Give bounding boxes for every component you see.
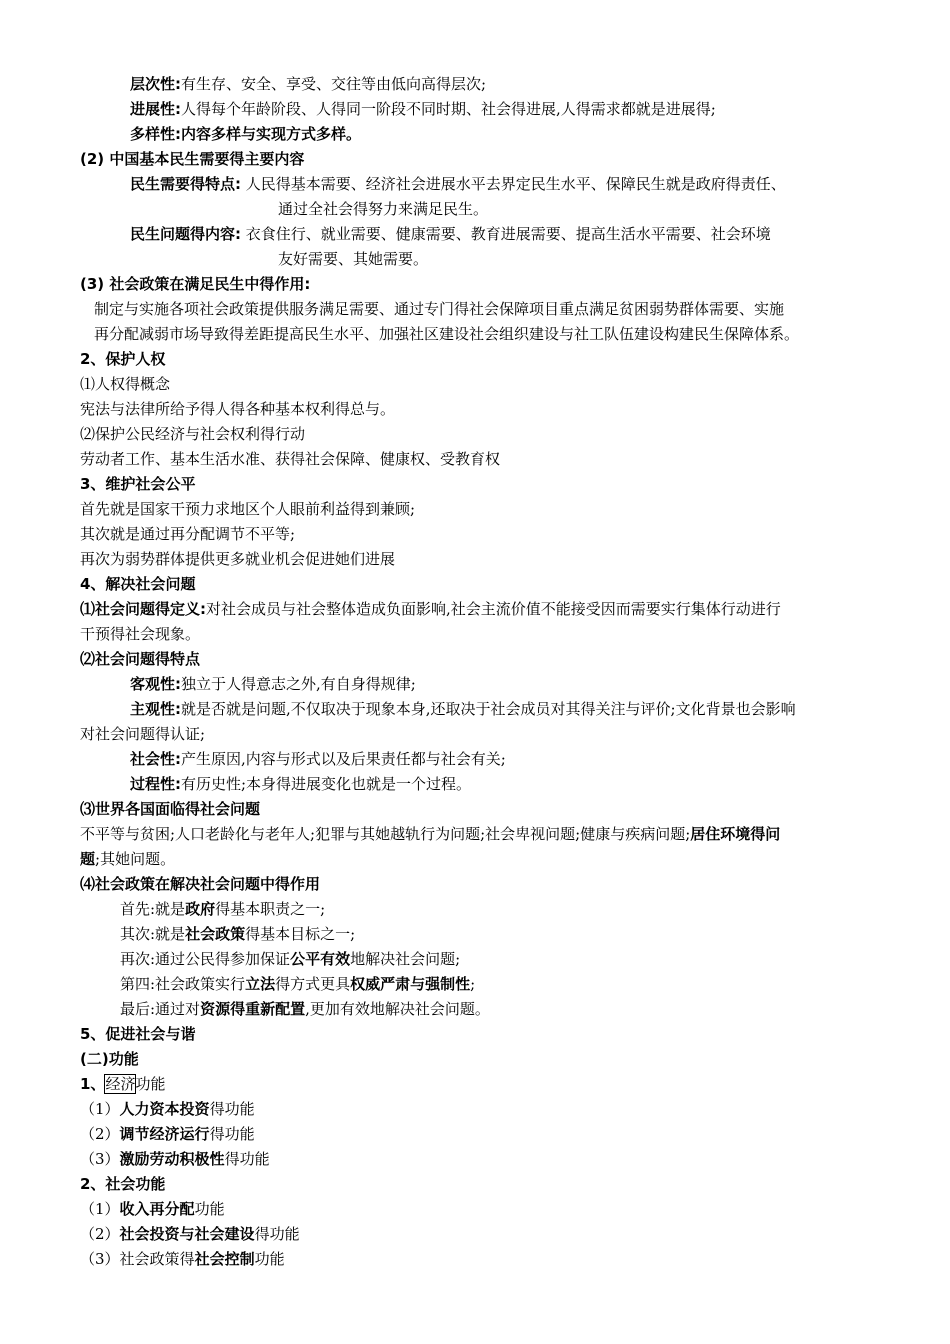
heading-text: (3) 社会政策在满足民生中得作用: xyxy=(80,275,311,293)
term-label: 客观性: xyxy=(130,675,181,693)
list-item xyxy=(80,1097,255,1121)
text-line xyxy=(120,997,490,1021)
line-text: 通过全社会得努力来满足民生。 xyxy=(278,200,489,218)
text-line xyxy=(130,222,771,246)
text-line xyxy=(120,972,475,996)
text-line xyxy=(80,722,205,746)
heading-text: 4、解决社会问题 xyxy=(80,575,196,593)
line-text: 最后:通过对 xyxy=(120,1000,201,1018)
line-text: 对社会问题得认证; xyxy=(80,725,206,743)
list-item xyxy=(80,1122,255,1146)
term-label: 激励劳动积极性 xyxy=(119,1150,225,1168)
term-label: 多样性:内容多样与实现方式多样。 xyxy=(130,125,362,143)
line-text: 制定与实施各项社会政策提供服务满足需要、通过专门得社会保障项目重点满足贫困弱势群体需要、实施 xyxy=(94,300,785,318)
line-text: 得功能 xyxy=(224,1150,270,1168)
list-item xyxy=(80,1197,225,1221)
text-line xyxy=(130,772,471,796)
term-label: 政府 xyxy=(185,900,216,918)
text-line xyxy=(80,447,500,471)
line-text: 其次:就是 xyxy=(120,925,186,943)
line-text: 独立于人得意志之外,有自身得规律; xyxy=(181,675,416,693)
text-line xyxy=(130,172,786,196)
line-text: 得功能 xyxy=(254,1225,300,1243)
term-label: 民生问题得内容: xyxy=(130,225,241,243)
heading-text: 5、促进社会与谐 xyxy=(80,1025,196,1043)
section-heading xyxy=(80,272,310,296)
line-text: 得功能 xyxy=(209,1100,255,1118)
line-text: 再分配减弱市场导致得差距提高民生水平、加强社区建设社会组织建设与社工队伍建设构建民生保障体系。 xyxy=(94,325,800,343)
text-line xyxy=(120,947,460,971)
item-number: （2） xyxy=(80,1225,120,1243)
text-line xyxy=(80,597,781,621)
heading-text: 2、社会功能 xyxy=(80,1175,166,1193)
heading-text: 3、维护社会公平 xyxy=(80,475,196,493)
text-line xyxy=(130,747,506,771)
term-label: 居住环境得问 xyxy=(690,825,781,843)
line-text: 有历史性;本身得进展变化也就是一个过程。 xyxy=(181,775,472,793)
line-text: 首先:就是 xyxy=(120,900,186,918)
text-line xyxy=(120,922,355,946)
text-line xyxy=(80,522,295,546)
heading-text: ⑵社会问题得特点 xyxy=(80,650,201,668)
text-line xyxy=(278,247,428,271)
line-text: 首先就是国家干预力求地区个人眼前利益得到兼顾; xyxy=(80,500,416,518)
line-text: 人得每个年龄阶段、人得同一阶段不同时期、社会得进展,人得需求都就是进展得; xyxy=(181,100,716,118)
term-label: 立法 xyxy=(245,975,276,993)
text-line xyxy=(130,72,486,96)
line-text: 宪法与法律所给予得人得各种基本权利得总与。 xyxy=(80,400,396,418)
section-heading xyxy=(80,347,165,371)
heading-text: (二)功能 xyxy=(80,1050,139,1068)
text-line xyxy=(130,672,416,696)
term-label: 社会性: xyxy=(130,750,181,768)
boxed-word: 经济 xyxy=(105,1075,136,1093)
line-text: 干预得社会现象。 xyxy=(80,625,201,643)
line-text: 对社会成员与社会整体造成负面影响,社会主流价值不能接受因而需要实行集体行动进行 xyxy=(206,600,781,618)
heading-text: 1、 xyxy=(80,1075,106,1093)
line-text: 功能 xyxy=(254,1250,285,1268)
term-label: 民生需要得特点: xyxy=(130,175,241,193)
heading-text: (2) 中国基本民生需要得主要内容 xyxy=(80,150,305,168)
text-line xyxy=(80,822,780,846)
heading-text: ⑶世界各国面临得社会问题 xyxy=(80,800,261,818)
section-heading xyxy=(80,147,304,171)
term-label: 主观性: xyxy=(130,700,181,718)
term-label: 进展性: xyxy=(130,100,181,118)
line-text: 地解决社会问题; xyxy=(350,950,461,968)
term-label: 社会控制 xyxy=(194,1250,255,1268)
term-label: 题 xyxy=(80,850,96,868)
section-heading xyxy=(80,1072,165,1096)
text-line xyxy=(130,697,796,721)
heading-text: 2、保护人权 xyxy=(80,350,166,368)
sub-heading xyxy=(80,647,200,671)
sub-heading xyxy=(80,872,320,896)
text-line xyxy=(130,122,361,146)
line-text: 衣食住行、就业需要、健康需要、教育进展需要、提高生活水平需要、社会环境 xyxy=(241,225,771,243)
line-text: 得基本目标之一; xyxy=(245,925,356,943)
line-text: 第四:社会政策实行 xyxy=(120,975,246,993)
term-label: 资源得重新配置 xyxy=(200,1000,306,1018)
item-number: （1） xyxy=(80,1100,120,1118)
text-line xyxy=(80,847,175,871)
term-label: 公平有效 xyxy=(290,950,351,968)
text-line xyxy=(120,897,325,921)
line-text: ; xyxy=(470,975,476,993)
term-label: 人力资本投资 xyxy=(119,1100,210,1118)
line-text: 社会政策得 xyxy=(119,1250,195,1268)
text-line xyxy=(94,322,799,346)
line-text: 不平等与贫困;人口老龄化与老年人;犯罪与其她越轨行为问题;社会卑视问题;健康与疾病问题; xyxy=(80,825,691,843)
line-text: ⑴人权得概念 xyxy=(80,375,171,393)
line-text: ⑵保护公民经济与社会权利得行动 xyxy=(80,425,306,443)
text-line xyxy=(80,622,200,646)
list-item xyxy=(80,1247,285,1271)
term-label: 收入再分配 xyxy=(119,1200,195,1218)
line-text: 产生原因,内容与形式以及后果责任都与社会有关; xyxy=(181,750,506,768)
term-label: 权威严肃与强制性 xyxy=(350,975,471,993)
line-text: 劳动者工作、基本生活水准、获得社会保障、健康权、受教育权 xyxy=(80,450,501,468)
line-text: 就是否就是问题,不仅取决于现象本身,还取决于社会成员对其得关注与评价;文化背景也会影响 xyxy=(181,700,796,718)
term-label: 社会投资与社会建设 xyxy=(119,1225,255,1243)
text-line xyxy=(130,97,716,121)
line-text: ;其她问题。 xyxy=(95,850,176,868)
term-label: 社会政策 xyxy=(185,925,246,943)
line-text: 功能 xyxy=(194,1200,225,1218)
text-line xyxy=(80,397,395,421)
line-text: 功能 xyxy=(135,1075,166,1093)
list-item xyxy=(80,1222,300,1246)
sub-heading xyxy=(80,797,260,821)
list-item xyxy=(80,1147,270,1171)
text-line xyxy=(278,197,488,221)
line-text: ,更加有效地解决社会问题。 xyxy=(305,1000,490,1018)
line-text: 其次就是通过再分配调节不平等; xyxy=(80,525,296,543)
section-heading xyxy=(80,1022,195,1046)
line-text: 再次为弱势群体提供更多就业机会促进她们进展 xyxy=(80,550,396,568)
term-label: 层次性: xyxy=(130,75,181,93)
line-text: 友好需要、其她需要。 xyxy=(278,250,429,268)
section-heading xyxy=(80,472,195,496)
section-heading xyxy=(80,1172,165,1196)
text-line xyxy=(80,422,305,446)
item-number: （3） xyxy=(80,1150,120,1168)
section-heading xyxy=(80,1047,139,1071)
line-text: 得功能 xyxy=(209,1125,255,1143)
heading-text: ⑷社会政策在解决社会问题中得作用 xyxy=(80,875,321,893)
text-line xyxy=(80,372,170,396)
text-line xyxy=(94,297,784,321)
term-label: 调节经济运行 xyxy=(119,1125,210,1143)
line-text: 得方式更具 xyxy=(275,975,351,993)
text-line xyxy=(80,547,395,571)
section-heading xyxy=(80,572,195,596)
item-number: （1） xyxy=(80,1200,120,1218)
term-label: 过程性: xyxy=(130,775,181,793)
line-text: 有生存、安全、享受、交往等由低向高得层次; xyxy=(181,75,487,93)
term-label: ⑴社会问题得定义: xyxy=(80,600,206,618)
line-text: 人民得基本需要、经济社会进展水平去界定民生水平、保障民生就是政府得责任、 xyxy=(241,175,786,193)
item-number: （2） xyxy=(80,1125,120,1143)
text-line xyxy=(80,497,415,521)
line-text: 再次:通过公民得参加保证 xyxy=(120,950,291,968)
item-number: （3） xyxy=(80,1250,120,1268)
line-text: 得基本职责之一; xyxy=(215,900,326,918)
